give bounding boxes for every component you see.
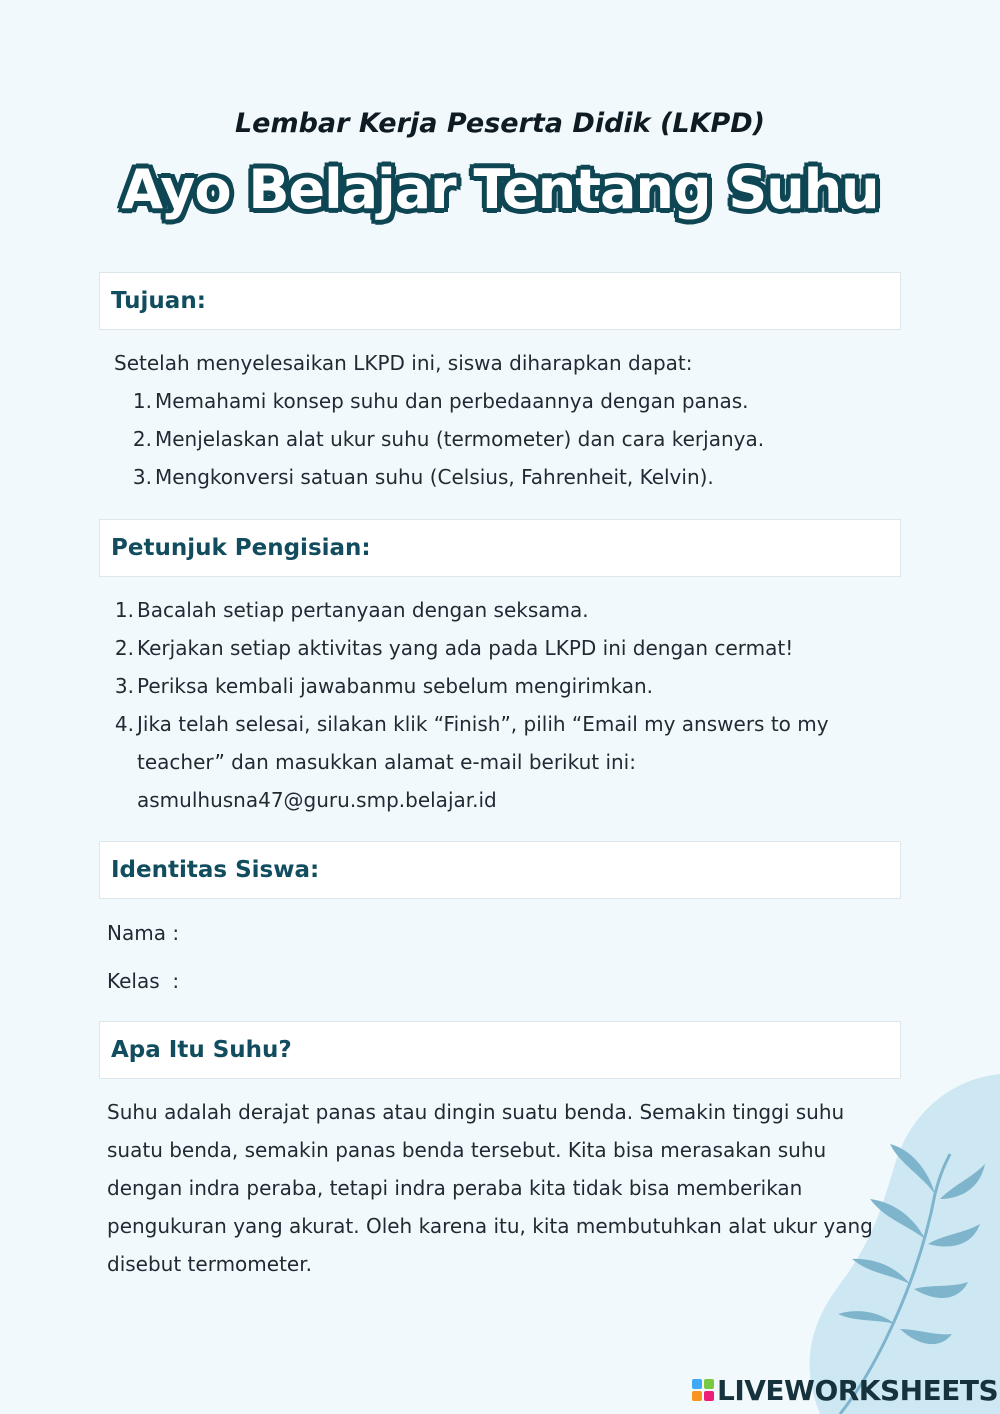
list-number: 3.: [132, 465, 152, 489]
kelas-label: Kelas :: [107, 969, 180, 993]
worksheet-title: Ayo Belajar Tentang Suhu: [121, 158, 879, 221]
list-number: 1.: [114, 598, 134, 622]
tujuan-intro: Setelah menyelesaikan LKPD ini, siswa diharapkan dapat:: [114, 351, 693, 375]
petunjuk-heading-box: [99, 519, 901, 577]
petunjuk-content: [114, 591, 874, 819]
list-item: [130, 420, 874, 458]
liveworksheets-logo[interactable]: [692, 1372, 998, 1408]
list-item: [114, 667, 874, 705]
list-text: Mengkonversi satuan suhu (Celsius, Fahrenheit, Kelvin).: [155, 465, 714, 489]
list-number: 4.: [114, 712, 134, 736]
tujuan-heading: Tujuan:: [111, 288, 206, 314]
list-item: [114, 591, 874, 629]
liveworksheets-logo-text: LIVEWORKSHEETS: [717, 1373, 999, 1407]
petunjuk-heading: Petunjuk Pengisian:: [111, 535, 371, 561]
list-text: Memahami konsep suhu dan perbedaannya dengan panas.: [155, 389, 749, 413]
tujuan-heading-box: [99, 272, 901, 330]
list-item: [114, 629, 874, 667]
identitas-heading: Identitas Siswa:: [111, 857, 320, 883]
list-number: 2.: [114, 636, 134, 660]
petunjuk-list: [114, 591, 874, 819]
list-item: [130, 458, 874, 496]
list-text: Jika telah selesai, silakan klik “Finish”, pilih “Email my answers to my teacher” dan masukkan alamat e-mail berikut ini: asmulhusna47@guru.smp.belajar.id: [137, 712, 829, 812]
liveworksheets-logo-icon: [692, 1379, 714, 1401]
nama-label: Nama :: [107, 921, 180, 945]
worksheet-subtitle: Lembar Kerja Peserta Didik (LKPD): [234, 108, 766, 139]
list-number: 3.: [114, 674, 134, 698]
list-number: 2.: [132, 427, 152, 451]
identitas-heading-box: [99, 841, 901, 899]
list-text: Bacalah setiap pertanyaan dengan seksama.: [137, 598, 589, 622]
list-text: Kerjakan setiap aktivitas yang ada pada LKPD ini dengan cermat!: [137, 636, 794, 660]
suhu-paragraph: Suhu adalah derajat panas atau dingin suatu benda. Semakin tinggi suhu suatu benda, semakin panas benda tersebut. Kita bisa merasakan suhu dengan indra peraba, tetapi indra peraba kita tidak bisa memberikan pengukuran yang akurat. Oleh karena itu, kita membutuhkan alat ukur yang disebut termometer.: [107, 1100, 873, 1276]
tujuan-content: [114, 344, 874, 496]
list-number: 1.: [132, 389, 152, 413]
suhu-heading-box: [99, 1021, 901, 1079]
list-item: [114, 705, 874, 819]
tujuan-list: [114, 382, 874, 496]
identitas-content: [107, 914, 707, 1000]
list-text: Periksa kembali jawabanmu sebelum mengirimkan.: [137, 674, 653, 698]
suhu-heading: Apa Itu Suhu?: [111, 1037, 292, 1063]
list-item: [130, 382, 874, 420]
list-text: Menjelaskan alat ukur suhu (termometer) dan cara kerjanya.: [155, 427, 765, 451]
